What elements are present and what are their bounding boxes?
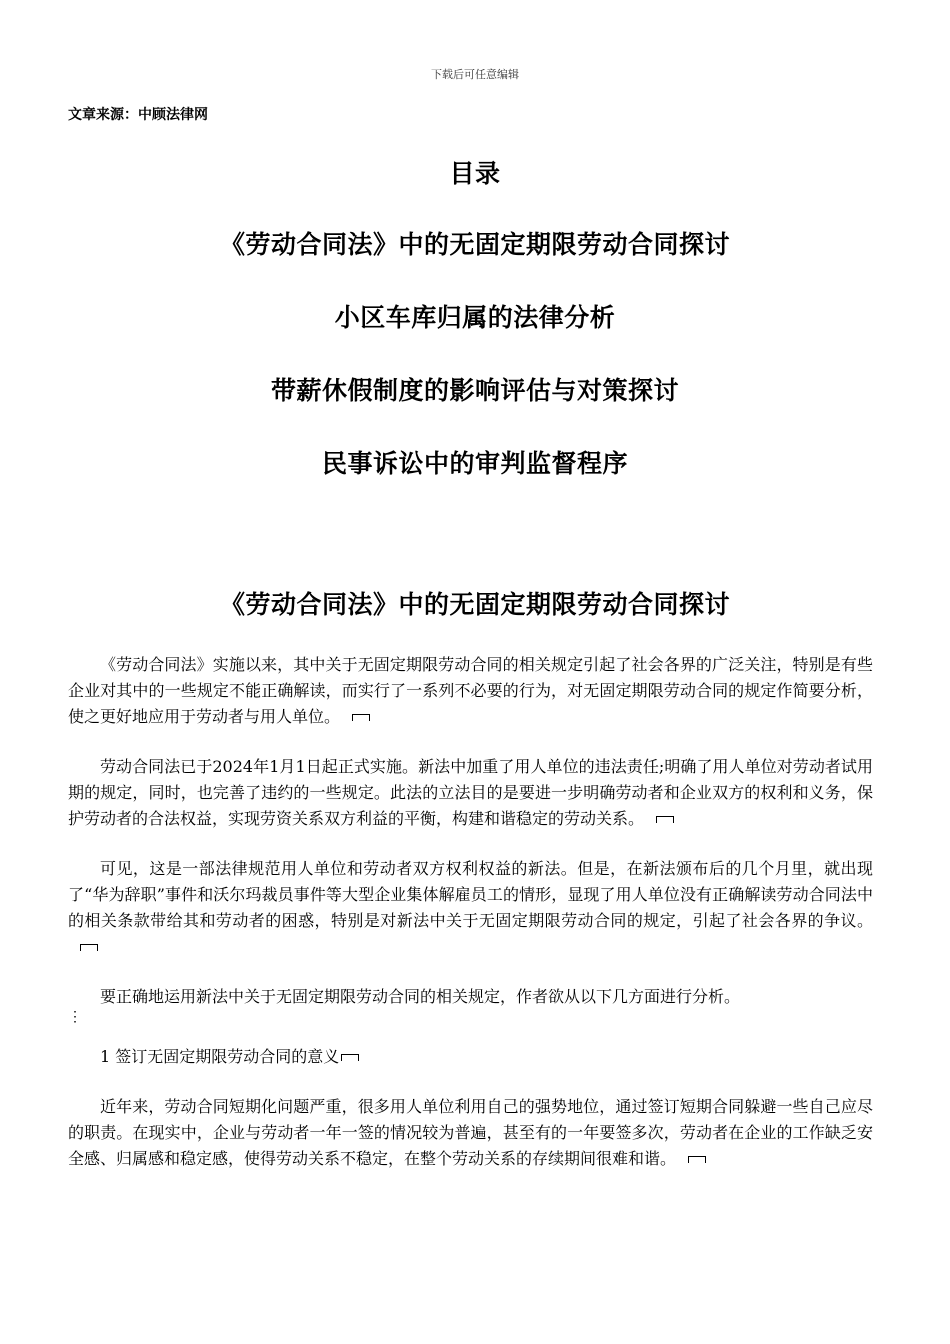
paragraph-mark-icon <box>341 1054 359 1061</box>
paragraph-text: 可见，这是一部法律规范用人单位和劳动者双方权利权益的新法。但是，在新法颁布后的几个月里，就出现了“华为辞职”事件和沃尔玛裁员事件等大型企业集体解雇员工的情形，显现了用人单位没有正确解读劳动合同法中的相关条款带给其和劳动者的困惑，特别是对新法中关于无固定期限劳动合同的规定，引起了社会各界的争议。 <box>68 859 873 930</box>
header-note: 下载后可任意编辑 <box>431 68 519 81</box>
paragraph-text: 劳动合同法已于2024年1月1日起正式实施。新法中加重了用人单位的违法责任;明确了用人单位对劳动者试用期的规定，同时，也完善了违约的一些规定。此法的立法目的是要进一步明确劳动者和企业双方的权利和义务，保护劳动者的合法权益，实现劳资关系双方利益的平衡，构建和谐稳定的劳动关系。 <box>68 757 873 828</box>
toc-item[interactable]: 小区车库归属的法律分析 <box>334 303 616 332</box>
article-title: 《劳动合同法》中的无固定期限劳动合同探讨 <box>219 590 730 619</box>
paragraph <box>68 1094 873 1172</box>
paragraph <box>68 856 873 960</box>
paragraph-text: 近年来，劳动合同短期化问题严重，很多用人单位利用自己的强势地位，通过签订短期合同躲避一些自己应尽的职责。在现实中，企业与劳动者一年一签的情况较为普遍，甚至有的一年要签多次，劳动者在企业的工作缺乏安全感、归属感和稳定感，使得劳动关系不稳定，在整个劳动关系的存续期间很难和谐。 <box>68 1097 873 1168</box>
paragraph-text: 要正确地运用新法中关于无固定期限劳动合同的相关规定，作者欲从以下几方面进行分析。 <box>100 987 741 1006</box>
article-source: 文章来源：中顾法律网 <box>68 107 208 123</box>
paragraph <box>68 652 873 730</box>
paragraph <box>68 754 873 832</box>
section-heading <box>68 1044 873 1070</box>
toc-item[interactable]: 民事诉讼中的审判监督程序 <box>321 449 628 478</box>
paragraph-mark-icon <box>352 714 370 721</box>
paragraph-mark-icon <box>656 816 674 823</box>
toc-title: 目录 <box>449 159 501 188</box>
vertical-ellipsis-icon: ⋮ <box>68 1009 82 1025</box>
paragraph-mark-icon <box>688 1156 706 1163</box>
toc-item[interactable]: 带薪休假制度的影响评估与对策探讨 <box>270 376 679 405</box>
paragraph-mark-icon <box>80 944 98 951</box>
section-heading-text: 1 签订无固定期限劳动合同的意义 <box>100 1047 340 1066</box>
article-body <box>68 652 873 1196</box>
paragraph <box>68 984 873 1024</box>
toc-item[interactable]: 《劳动合同法》中的无固定期限劳动合同探讨 <box>219 230 730 259</box>
paragraph-text: 《劳动合同法》实施以来，其中关于无固定期限劳动合同的相关规定引起了社会各界的广泛关注，特别是有些企业对其中的一些规定不能正确解读，而实行了一系列不必要的行为，对无固定期限劳动合同的规定作简要分析，使之更好地应用于劳动者与用人单位。 <box>68 655 873 726</box>
